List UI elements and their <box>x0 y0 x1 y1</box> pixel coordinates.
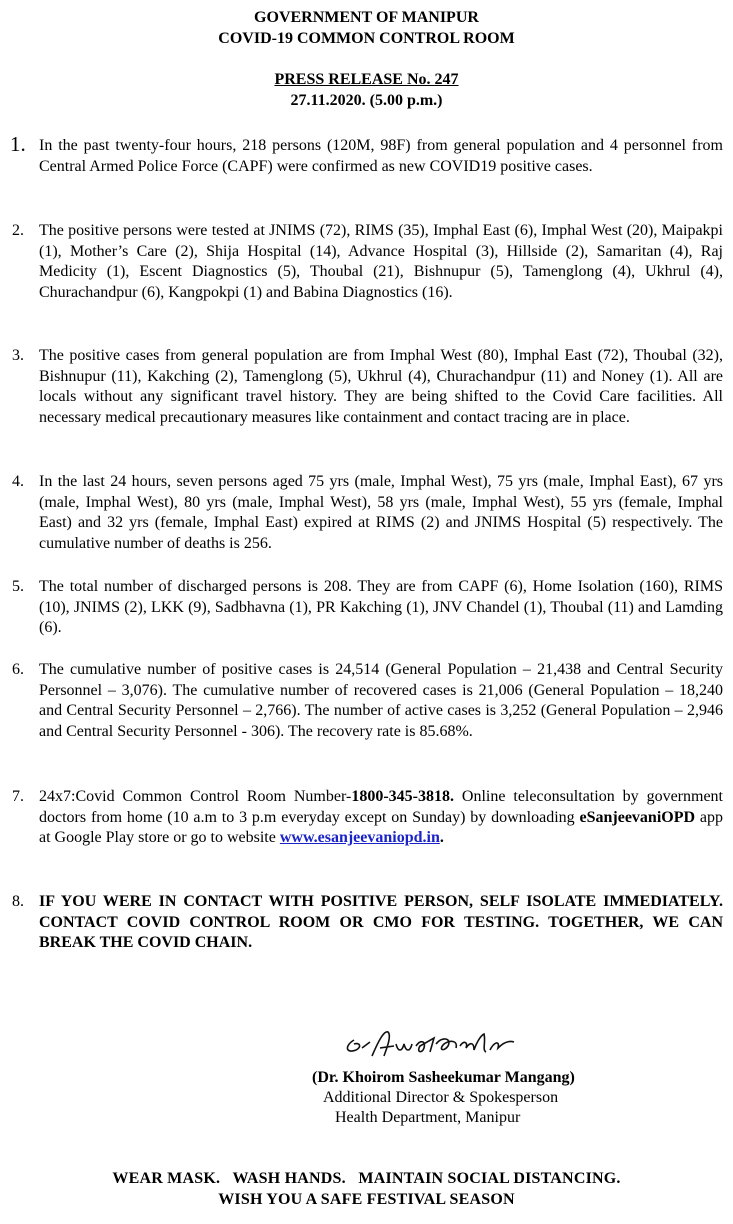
signatory-department: Health Department, Manipur <box>335 1109 521 1126</box>
footer-advisory: WEAR MASK. WASH HANDS. MAINTAIN SOCIAL DISTANCING. <box>112 1170 621 1187</box>
website-link[interactable]: www.esanjeevaniopd.in <box>279 829 440 846</box>
item-number: 6. <box>12 661 24 678</box>
item-text: In the past twenty-four hours, 218 persons (120M, 98F) from general population and 4 personnel from Central Armed Police Force (CAPF) were confirmed as new COVID19 positive cases. <box>39 137 723 175</box>
app-name: eSanjeevaniOPD <box>579 808 696 826</box>
handwritten-signature <box>340 1022 560 1066</box>
item-number: 4. <box>12 473 24 490</box>
item-text: The positive persons were tested at JNIMS (72), RIMS (35), Imphal East (6), Imphal West (20), Maipakpi (1), Mother’s Care (2), Shija Hospital (14), Advance Hospital (3), Hillside (2), Samaritan (4), Raj Medicity (1), Escent Diagnostics (5), Thoubal (21), Bishnupur (5), Tamenglong (4), Ukhrul (4), Churachandpur (6), Kangpokpi (1) and Babina Diagnostics (16). <box>39 222 723 301</box>
item-text <box>39 787 723 849</box>
header-government: GOVERNMENT OF MANIPUR <box>254 9 479 26</box>
item-number: 2. <box>12 222 24 239</box>
press-release-number: PRESS RELEASE No. 247 <box>274 71 459 88</box>
item-number: 3. <box>12 347 24 364</box>
press-release-date: 27.11.2020. (5.00 p.m.) <box>290 92 443 109</box>
item-text: The positive cases from general population are from Imphal West (80), Imphal East (72), Thoubal (32), Bishnupur (11), Kakching (2), Tamenglong (5), Ukhrul (4), Churachandpur (11) and Noney (1). All are locals without any significant travel history. They are being shifted to the Covid Care facilities. All necessary medical precautionary measures like containment and contact tracing are in place. <box>39 347 723 426</box>
item-text: The total number of discharged persons is 208. They are from CAPF (6), Home Isolation (160), RIMS (10), JNIMS (2), LKK (9), Sadbhavna (1), PR Kakching (1), JNV Chandel (1), Thoubal (11) and Lamding (6). <box>39 578 723 636</box>
signatory-title: Additional Director & Spokesperson <box>323 1089 559 1106</box>
item-number: 7. <box>12 788 24 805</box>
control-room-phone-number: 1800-345-3818. <box>351 788 454 805</box>
item-text: The cumulative number of positive cases is 24,514 (General Population – 21,438 and Central Security Personnel – 3,076). The cumulative number of recovered cases is 21,006 (General Population – 18,240 and Central Security Personnel – 2,766). The number of active cases is 3,252 (General Population – 2,946 and Central Security Personnel - 306). The recovery rate is 85.68%. <box>39 661 723 740</box>
signatory-name: (Dr. Khoirom Sasheekumar Mangang) <box>312 1069 575 1086</box>
item-text-part: Online teleconsultation by government doctors from home (10 a.m to 3 p.m everyday except on Sunday) by downloading <box>39 788 723 826</box>
item-text-warning: IF YOU WERE IN CONTACT WITH POSITIVE PERSON, SELF ISOLATE IMMEDIATELY. CONTACT COVID CONTROL ROOM OR CMO FOR TESTING. TOGETHER, WE CAN BREAK THE COVID CHAIN. <box>39 893 723 951</box>
item-number: 1. <box>10 132 26 156</box>
item-text: In the last 24 hours, seven persons aged 75 yrs (male, Imphal West), 75 yrs (male, Imphal East), 67 yrs (male, Imphal West), 80 yrs (male, Imphal West), 58 yrs (male, Imphal West), 55 yrs (female, Imphal East) and 32 yrs (female, Imphal East) expired at RIMS (2) and JNIMS Hospital (5) respectively. The cumulative number of deaths is 256. <box>39 473 723 552</box>
item-number: 5. <box>12 578 24 595</box>
footer-wish: WISH YOU A SAFE FESTIVAL SEASON <box>218 1191 515 1208</box>
item-text-part: . <box>439 829 444 846</box>
item-number: 8. <box>12 893 24 910</box>
header-control-room: COVID-19 COMMON CONTROL ROOM <box>218 30 515 47</box>
item-text-part: app at Google Play store or go to website <box>39 808 723 846</box>
item-text-part: 24x7:Covid Common Control Room Number- <box>39 788 352 805</box>
